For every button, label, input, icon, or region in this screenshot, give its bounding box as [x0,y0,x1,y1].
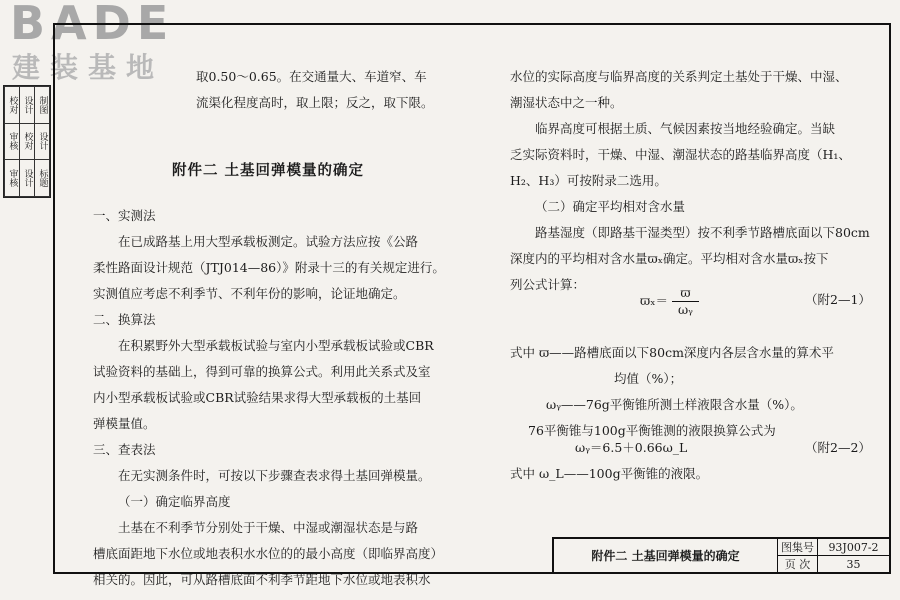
sidebar-cell: 设计 [35,123,50,160]
sidebar-cell: 标题 [35,160,50,197]
text-line: 弹模量值。 [93,416,156,431]
sidebar-cell: 制图 [35,87,50,124]
right-column-lower [510,340,875,444]
text-line: 路基湿度（即路基干湿类型）按不利季节路槽底面以下80cm [535,225,870,240]
logo-cn: 建装基地 [12,51,165,84]
text-line: 在无实测条件时，可按以下步骤查表求得土基回弹模量。 [118,468,431,483]
sidebar-cell: 设计 [20,87,35,124]
text-line: 在积累野外大型承载板试验与室内小型承载板试验或CBR [118,338,434,353]
left-body [93,203,448,593]
fraction-numerator: ϖ [672,285,699,302]
text-line: 列公式计算： [510,277,586,292]
formula-1-tag: （附2—1） [805,292,871,307]
right-column [510,64,875,298]
heading: 二、换算法 [93,312,156,327]
formula-2-tag: （附2—2） [805,440,871,455]
formula-lhs: ϖₓ＝ [640,293,668,308]
text-line: 临界高度可根据土质、气候因素按当地经验确定。当缺 [535,121,836,136]
text-line: 水位的实际高度与临界高度的关系判定土基处于干燥、中湿、 [510,69,848,84]
text-line: 取0.50～0.65。在交通量大、车道窄、车 [196,69,427,84]
sidebar-cell: 审核 [5,160,20,197]
drawing-title: 附件二 土基回弹模量的确定 [554,539,778,572]
sidebar-cell: 审核 [5,123,20,160]
formula-2: ωᵧ＝6.5＋0.66ω_L [575,440,688,455]
page-number: 35 [846,557,861,571]
heading: 三、查表法 [93,442,156,457]
formula-1 [640,285,699,318]
section-title: 附件二 土基回弹模量的确定 [172,163,365,179]
heading: 一、实测法 [93,208,156,223]
text-line: 潮湿状态中之一种。 [510,95,623,110]
text-line: 在已成路基上用大型承载板测定。试验方法应按《公路 [118,234,419,249]
atlas-label: 图集号 [778,539,818,556]
text-line: 流渠化程度高时，取上限；反之，取下限。 [196,95,434,110]
approval-sidebar [3,85,51,198]
text-line: 试验资料的基础上，得到可靠的换算公式。利用此关系式及室 [93,364,431,379]
formula-fraction [672,285,699,318]
text-line: 深度内的平均相对含水量ϖₓ确定。平均相对含水量ϖₓ按下 [510,251,829,266]
text-line: 式中 ϖ——路槽底面以下80cm深度内各层含水量的算术平 [510,345,834,360]
text-line: H₂、H₃）可按附录二选用。 [510,173,667,188]
text-line: 乏实际资料时，干燥、中湿、潮湿状态的路基临界高度（H₁、 [510,147,851,162]
sidebar-cell: 设计 [20,160,35,197]
title-block [552,537,889,572]
subheading: （二）确定平均相对含水量 [535,199,686,214]
text-line: 相关的。因此，可从路槽底面不利季节距地下水位或地表积水 [93,572,431,587]
sidebar-cell: 校对 [5,87,20,124]
text-line: ωᵧ——76g平衡锥所测土样液限含水量（%）。 [546,397,803,412]
subheading: （一）确定临界高度 [118,494,231,509]
text-line: 槽底面距地下水位或地表积水水位的的最小高度（即临界高度） [93,546,444,561]
text-line: 内小型承载板试验或CBR试验结果求得大型承载板的土基回 [93,390,422,405]
fraction-denominator: ωᵧ [677,302,693,317]
where-line: 式中 ω_L——100g平衡锥的液限。 [510,466,709,481]
sidebar-cell: 校对 [20,123,35,160]
text-line: 土基在不利季节分别处于干燥、中湿或潮湿状态是与路 [118,520,419,535]
page-label: 页 次 [778,556,818,572]
text-line: 76平衡锥与100g平衡锥测的液限换算公式为 [528,423,776,438]
text-line: 实测值应考虑不利季节、不利年份的影响，论证地确定。 [93,286,406,301]
text-line: 均值（%）； [614,371,683,386]
logo-text: BADE [10,0,175,50]
text-line: 柔性路面设计规范（JTJ014—86）》附录十三的有关规定进行。 [93,260,445,275]
atlas-number: 93J007-2 [818,539,889,556]
left-column [196,64,456,116]
